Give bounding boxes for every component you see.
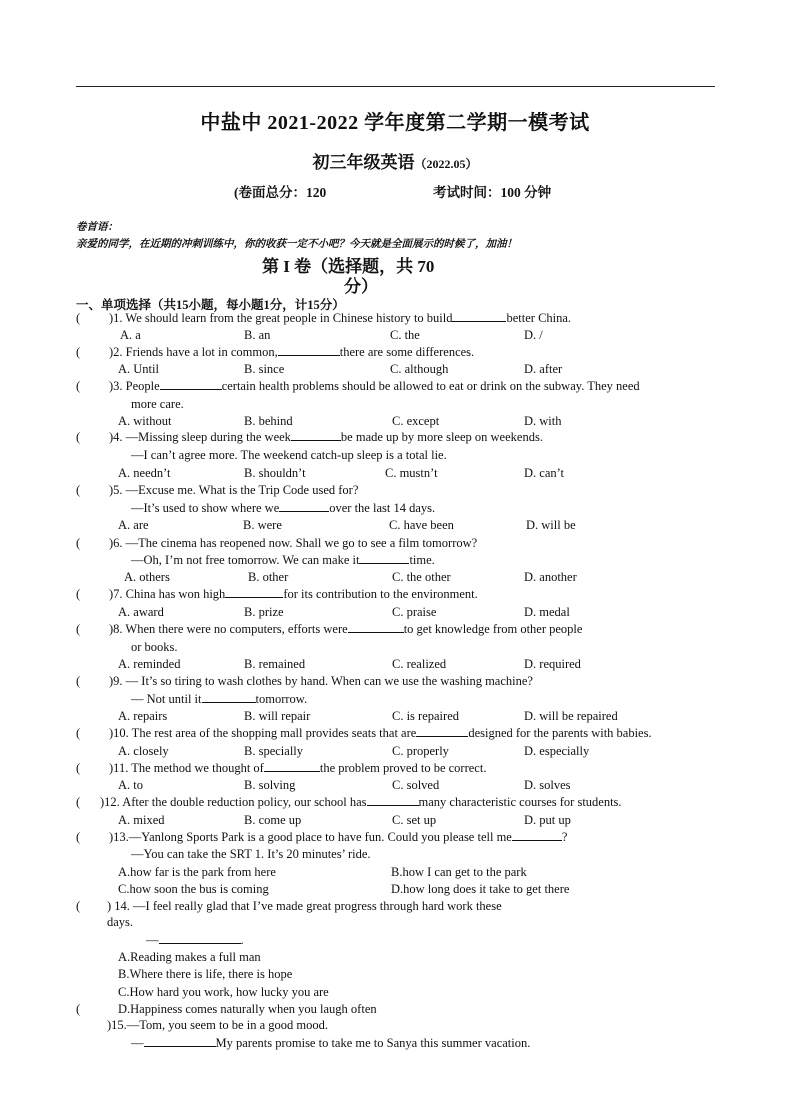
answer-paren: (	[76, 830, 81, 844]
option: A. needn’t	[118, 466, 171, 480]
option: B. since	[244, 362, 285, 376]
option: A.Reading makes a full man	[118, 950, 261, 964]
exam-time: 考试时间：100 分钟	[433, 185, 552, 200]
question-9-reply: — Not until it tomorrow.	[131, 692, 308, 706]
option: A. without	[118, 414, 172, 428]
option: D. put up	[524, 813, 571, 827]
option: C. properly	[392, 744, 449, 758]
option: C. although	[390, 362, 449, 376]
question-15-reply: — My parents promise to take me to Sanya this summer vacation.	[131, 1036, 531, 1050]
option: C. set up	[392, 813, 437, 827]
option: B. other	[248, 570, 289, 584]
question-4: )4. —Missing sleep during the week be made up by more sleep on weekends.	[109, 430, 543, 444]
option: B. remained	[244, 657, 306, 671]
option: B.Where there is life, there is hope	[118, 967, 293, 981]
option: D.how long does it take to get there	[391, 882, 570, 896]
note-label: 卷首语：	[76, 221, 118, 233]
option: D. with	[524, 414, 562, 428]
option: A. repairs	[118, 709, 168, 723]
option: D. /	[524, 328, 543, 342]
option: C. mustn’t	[385, 466, 438, 480]
option: B. specially	[244, 744, 304, 758]
question-5-reply: —It’s used to show where we over the last 14 days.	[131, 501, 436, 515]
answer-paren: (	[76, 1002, 81, 1016]
question-8-cont: or books.	[131, 640, 178, 654]
option: C. realized	[392, 657, 447, 671]
option: D. will be	[526, 518, 576, 532]
question-6-reply: —Oh, I’m not free tomorrow. We can make it time.	[131, 553, 435, 567]
question-9: )9. — It’s so tiring to wash clothes by hand. When can we use the washing machine?	[109, 674, 533, 688]
option: A. Until	[118, 362, 159, 376]
option: D. medal	[524, 605, 570, 619]
option: C. the	[390, 328, 420, 342]
option: D. will be repaired	[524, 709, 618, 723]
option: A. award	[118, 605, 164, 619]
question-11: )11. The method we thought of the problem proved to be correct.	[109, 761, 487, 775]
answer-paren: (	[76, 674, 81, 688]
option: A. are	[118, 518, 149, 532]
option: B. prize	[244, 605, 284, 619]
question-14-cont: days.	[107, 915, 134, 929]
option: D. another	[524, 570, 577, 584]
option: B.how I can get to the park	[391, 865, 527, 879]
question-4-reply: —I can’t agree more. The weekend catch-up sleep is a total lie.	[131, 448, 447, 462]
question-12: )12. After the double reduction policy, our school has many characteristic courses for students.	[100, 795, 622, 809]
option: B. behind	[244, 414, 293, 428]
exam-subtitle	[0, 148, 790, 173]
answer-paren: (	[76, 345, 81, 359]
answer-paren: (	[76, 761, 81, 775]
question-3: )3. People certain health problems should be allowed to eat or drink on the subway. They need	[109, 379, 640, 393]
option: C. except	[392, 414, 440, 428]
section-title: 一、单项选择（共15小题，每小题1分，计15分）	[76, 298, 345, 312]
option: D. especially	[524, 744, 590, 758]
answer-paren: (	[76, 587, 81, 601]
option: A. mixed	[118, 813, 165, 827]
part-heading: 第 I 卷（选择题，共 70	[262, 257, 435, 276]
answer-paren: (	[76, 795, 81, 809]
option: B. an	[244, 328, 271, 342]
option: C.how soon the bus is coming	[118, 882, 269, 896]
question-13-reply: —You can take the SRT 1. It’s 20 minutes’ ride.	[131, 847, 371, 861]
question-10: )10. The rest area of the shopping mall provides seats that are designed for the parents with babies.	[109, 726, 652, 740]
answer-paren: (	[76, 536, 81, 550]
question-3-cont: more care.	[131, 397, 184, 411]
option: D. required	[524, 657, 581, 671]
question-7: )7. China has won high for its contribution to the environment.	[109, 587, 478, 601]
answer-paren: (	[76, 899, 81, 913]
exam-date: （2022.05）	[414, 157, 478, 171]
option: A.how far is the park from here	[118, 865, 276, 879]
option: D.Happiness comes naturally when you laugh often	[118, 1002, 377, 1016]
answer-paren: (	[76, 726, 81, 740]
option: A. others	[124, 570, 170, 584]
answer-paren: (	[76, 430, 81, 444]
option: C. have been	[389, 518, 454, 532]
question-2: )2. Friends have a lot in common, there are some differences.	[109, 345, 475, 359]
option: C.How hard you work, how lucky you are	[118, 985, 329, 999]
question-13: )13.—Yanlong Sports Park is a good place to have fun. Could you please tell me ?	[109, 830, 568, 844]
answer-paren: (	[76, 311, 81, 325]
option: B. shouldn’t	[244, 466, 306, 480]
subject-label: 初三年级英语	[312, 153, 415, 172]
option: B. come up	[244, 813, 302, 827]
option: C. the other	[392, 570, 451, 584]
option: A. reminded	[118, 657, 181, 671]
option: D. solves	[524, 778, 571, 792]
question-5: )5. —Excuse me. What is the Trip Code used for?	[109, 483, 359, 497]
option: A. a	[120, 328, 141, 342]
question-14: ) 14. —I feel really glad that I’ve made great progress through hard work these	[107, 899, 502, 913]
note-text: 亲爱的同学，在近期的冲刺训练中，你的收获一定不小吧？今天就是全面展示的时候了，加油！	[76, 238, 517, 250]
answer-paren: (	[76, 379, 81, 393]
option: B. solving	[244, 778, 296, 792]
header-rule	[76, 86, 715, 87]
option: A. to	[118, 778, 143, 792]
option: C. praise	[392, 605, 437, 619]
part-heading-cont: 分）	[344, 277, 378, 296]
question-6: )6. —The cinema has reopened now. Shall we go to see a film tomorrow?	[109, 536, 478, 550]
question-8: )8. When there were no computers, efforts were to get knowledge from other people	[109, 622, 583, 636]
option: D. can’t	[524, 466, 565, 480]
question-1: )1. We should learn from the great people in Chinese history to build better China.	[109, 311, 572, 325]
option: B. were	[243, 518, 282, 532]
answer-paren: (	[76, 483, 81, 497]
option: C. is repaired	[392, 709, 459, 723]
answer-paren: (	[76, 622, 81, 636]
option: D. after	[524, 362, 563, 376]
option: B. will repair	[244, 709, 311, 723]
question-15: )15.—Tom, you seem to be in a good mood.	[107, 1018, 328, 1032]
total-score: (卷面总分：120	[234, 185, 327, 200]
option: A. closely	[118, 744, 169, 758]
exam-title: 中盐中 2021-2022 学年度第二学期一模考试	[200, 112, 590, 134]
question-14-reply: — .	[146, 933, 244, 947]
option: C. solved	[392, 778, 440, 792]
